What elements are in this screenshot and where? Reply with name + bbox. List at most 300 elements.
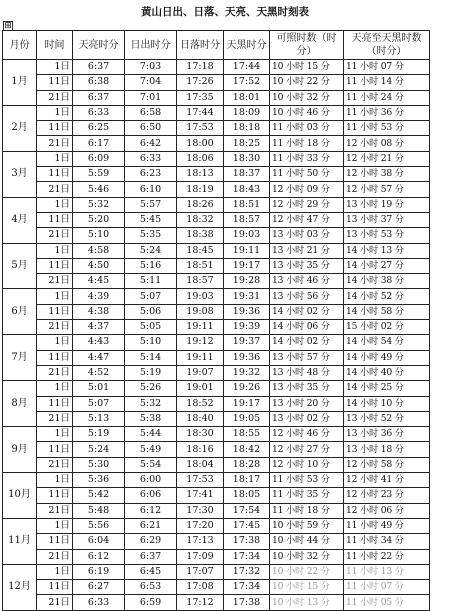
- daylight-duration-cell: 11 小时 18 分: [270, 503, 344, 518]
- dawn-cell: 5:42: [73, 488, 125, 503]
- sunrise-cell: 6:10: [125, 182, 177, 197]
- dawn-cell: 5:46: [73, 182, 125, 197]
- table-row: [3, 121, 430, 136]
- sunrise-cell: 5:38: [125, 411, 177, 426]
- daylight-duration-cell: 11 小时 35 分: [270, 488, 344, 503]
- daylight-duration-cell: 12 小时 29 分: [270, 197, 344, 212]
- day-cell: 21日: [37, 136, 73, 151]
- dawn-to-dusk-duration-cell: 11 小时 14 分: [344, 75, 430, 90]
- dawn-cell: 5:59: [73, 167, 125, 182]
- table-row: [3, 274, 430, 289]
- month-cell: 7月: [3, 335, 37, 381]
- dusk-cell: 17:34: [224, 549, 270, 564]
- dawn-to-dusk-duration-cell: 14 小时 10 分: [344, 396, 430, 411]
- dawn-to-dusk-duration-cell: 12 小时 23 分: [344, 488, 430, 503]
- sunset-cell: 19:08: [177, 304, 224, 319]
- sunrise-cell: 6:12: [125, 503, 177, 518]
- day-cell: 21日: [37, 228, 73, 243]
- daylight-duration-cell: 12 小时 10 分: [270, 457, 344, 472]
- sunrise-cell: 5:44: [125, 427, 177, 442]
- table-row: [3, 365, 430, 380]
- table-row: [3, 151, 430, 166]
- sunset-cell: 17:07: [177, 564, 224, 579]
- sunrise-cell: 6:37: [125, 549, 177, 564]
- dusk-cell: 19:17: [224, 258, 270, 273]
- header-month: 月份: [3, 31, 37, 60]
- dusk-cell: 17:44: [224, 60, 270, 75]
- sunset-cell: 17:35: [177, 90, 224, 105]
- day-cell: 11日: [37, 442, 73, 457]
- sunrise-cell: 5:49: [125, 442, 177, 457]
- dusk-cell: 18:18: [224, 121, 270, 136]
- day-cell: 1日: [37, 473, 73, 488]
- day-cell: 1日: [37, 197, 73, 212]
- dawn-cell: 5:13: [73, 411, 125, 426]
- sunset-cell: 17:53: [177, 121, 224, 136]
- daylight-duration-cell: 13 小时 03 分: [270, 228, 344, 243]
- sunrise-cell: 5:07: [125, 289, 177, 304]
- dawn-cell: 6:27: [73, 580, 125, 595]
- dusk-cell: 19:05: [224, 411, 270, 426]
- day-cell: 21日: [37, 320, 73, 335]
- sunrise-cell: 6:06: [125, 488, 177, 503]
- daylight-duration-cell: 10 小时 22 分: [270, 75, 344, 90]
- dawn-to-dusk-duration-cell: 11 小时 49 分: [344, 518, 430, 533]
- day-cell: 1日: [37, 151, 73, 166]
- dawn-to-dusk-duration-cell: 14 小时 13 分: [344, 243, 430, 258]
- dusk-cell: 18:37: [224, 167, 270, 182]
- dawn-cell: 5:36: [73, 473, 125, 488]
- day-cell: 11日: [37, 580, 73, 595]
- daylight-duration-cell: 14 小时 02 分: [270, 335, 344, 350]
- dawn-cell: 5:10: [73, 228, 125, 243]
- table-header-row: [3, 31, 430, 60]
- dawn-cell: 6:25: [73, 121, 125, 136]
- daylight-duration-cell: 10 小时 22 分: [270, 564, 344, 579]
- sunrise-cell: 5:35: [125, 228, 177, 243]
- dusk-cell: 17:38: [224, 595, 270, 610]
- month-cell: 10月: [3, 473, 37, 519]
- daylight-duration-cell: 13 小时 48 分: [270, 365, 344, 380]
- dawn-cell: 5:32: [73, 197, 125, 212]
- dawn-cell: 6:33: [73, 595, 125, 610]
- dusk-cell: 18:51: [224, 197, 270, 212]
- month-cell: 1月: [3, 60, 37, 106]
- day-cell: 1日: [37, 105, 73, 120]
- dusk-cell: 18:01: [224, 90, 270, 105]
- dusk-cell: 18:55: [224, 427, 270, 442]
- sunset-cell: 19:01: [177, 381, 224, 396]
- daylight-duration-cell: 10 小时 13 分: [270, 595, 344, 610]
- sunrise-cell: 7:03: [125, 60, 177, 75]
- dawn-to-dusk-duration-cell: 14 小时 25 分: [344, 381, 430, 396]
- sunset-cell: 17:53: [177, 473, 224, 488]
- dawn-cell: 4:50: [73, 258, 125, 273]
- table-row: [3, 518, 430, 533]
- sunrise-cell: 6:59: [125, 595, 177, 610]
- dusk-cell: 18:28: [224, 457, 270, 472]
- day-cell: 21日: [37, 503, 73, 518]
- dawn-cell: 5:48: [73, 503, 125, 518]
- dawn-to-dusk-duration-cell: 11 小时 05 分: [344, 595, 430, 610]
- sunrise-cell: 5:26: [125, 381, 177, 396]
- dawn-to-dusk-duration-cell: 13 小时 36 分: [344, 427, 430, 442]
- sunrise-cell: 5:24: [125, 243, 177, 258]
- dusk-cell: 18:17: [224, 473, 270, 488]
- dusk-cell: 18:05: [224, 488, 270, 503]
- table-row: [3, 411, 430, 426]
- dusk-cell: 17:45: [224, 518, 270, 533]
- page-title: 黄山日出、日落、天亮、天黑时刻表: [141, 6, 309, 18]
- day-cell: 21日: [37, 549, 73, 564]
- dusk-cell: 19:26: [224, 381, 270, 396]
- day-cell: 21日: [37, 595, 73, 610]
- table-row: [3, 60, 430, 75]
- dusk-cell: 19:39: [224, 320, 270, 335]
- month-cell: 11月: [3, 518, 37, 564]
- dawn-cell: 4:45: [73, 274, 125, 289]
- table-row: [3, 564, 430, 579]
- dawn-cell: 4:39: [73, 289, 125, 304]
- day-cell: 1日: [37, 60, 73, 75]
- dawn-to-dusk-duration-cell: 12 小时 57 分: [344, 182, 430, 197]
- dawn-to-dusk-duration-cell: 12 小时 08 分: [344, 136, 430, 151]
- dusk-cell: 18:30: [224, 151, 270, 166]
- sunrise-cell: 5:16: [125, 258, 177, 273]
- table-row: [3, 503, 430, 518]
- month-cell: 9月: [3, 427, 37, 473]
- day-cell: 1日: [37, 243, 73, 258]
- sunrise-cell: 5:57: [125, 197, 177, 212]
- dawn-cell: 6:17: [73, 136, 125, 151]
- daylight-duration-cell: 11 小时 03 分: [270, 121, 344, 136]
- sunset-cell: 18:00: [177, 136, 224, 151]
- day-cell: 11日: [37, 167, 73, 182]
- sunrise-cell: 7:01: [125, 90, 177, 105]
- sunrise-cell: 5:54: [125, 457, 177, 472]
- sunset-cell: 17:12: [177, 595, 224, 610]
- sunset-cell: 17:30: [177, 503, 224, 518]
- table-row: [3, 90, 430, 105]
- dawn-to-dusk-duration-cell: 13 小时 52 分: [344, 411, 430, 426]
- daylight-duration-cell: 11 小时 50 分: [270, 167, 344, 182]
- sunrise-cell: 6:58: [125, 105, 177, 120]
- sunset-cell: 18:30: [177, 427, 224, 442]
- dawn-to-dusk-duration-cell: 13 小时 37 分: [344, 212, 430, 227]
- dawn-cell: 6:19: [73, 564, 125, 579]
- daylight-duration-cell: 10 小时 59 分: [270, 518, 344, 533]
- dusk-cell: 18:42: [224, 442, 270, 457]
- dusk-cell: 18:43: [224, 182, 270, 197]
- sunrise-cell: 6:23: [125, 167, 177, 182]
- table-row: [3, 488, 430, 503]
- day-cell: 21日: [37, 365, 73, 380]
- daylight-duration-cell: 12 小时 46 分: [270, 427, 344, 442]
- dawn-cell: 6:09: [73, 151, 125, 166]
- sunrise-cell: 6:29: [125, 534, 177, 549]
- dusk-cell: 19:11: [224, 243, 270, 258]
- dawn-cell: 5:07: [73, 396, 125, 411]
- daylight-duration-cell: 10 小时 15 分: [270, 580, 344, 595]
- daylight-duration-cell: 12 小时 27 分: [270, 442, 344, 457]
- day-cell: 21日: [37, 457, 73, 472]
- dusk-cell: 17:32: [224, 564, 270, 579]
- dawn-cell: 4:52: [73, 365, 125, 380]
- dawn-to-dusk-duration-cell: 12 小时 06 分: [344, 503, 430, 518]
- dawn-to-dusk-duration-cell: 11 小时 22 分: [344, 549, 430, 564]
- dawn-cell: 4:47: [73, 350, 125, 365]
- day-cell: 1日: [37, 427, 73, 442]
- day-cell: 21日: [37, 90, 73, 105]
- table-row: [3, 335, 430, 350]
- dawn-cell: 5:19: [73, 427, 125, 442]
- table-row: [3, 427, 430, 442]
- dawn-to-dusk-duration-cell: 14 小时 54 分: [344, 335, 430, 350]
- dusk-cell: 17:34: [224, 580, 270, 595]
- sunset-cell: 17:26: [177, 75, 224, 90]
- sunset-cell: 19:11: [177, 320, 224, 335]
- daylight-duration-cell: 12 小时 09 分: [270, 182, 344, 197]
- sunrise-cell: 5:14: [125, 350, 177, 365]
- header-daylight-hours: 可照时数（时分）: [270, 31, 344, 60]
- sunset-cell: 19:07: [177, 365, 224, 380]
- expand-table-icon[interactable]: ⊞: [4, 21, 12, 31]
- sunset-cell: 18:45: [177, 243, 224, 258]
- dusk-cell: 17:38: [224, 534, 270, 549]
- sunrise-cell: 5:19: [125, 365, 177, 380]
- sun-times-table: [2, 30, 430, 611]
- table-row: [3, 105, 430, 120]
- dawn-cell: 4:58: [73, 243, 125, 258]
- dawn-to-dusk-duration-cell: 13 小时 18 分: [344, 442, 430, 457]
- table-row: [3, 473, 430, 488]
- table-row: [3, 228, 430, 243]
- dawn-to-dusk-duration-cell: 13 小时 53 分: [344, 228, 430, 243]
- day-cell: 1日: [37, 564, 73, 579]
- sunset-cell: 19:11: [177, 350, 224, 365]
- sunset-cell: 18:19: [177, 182, 224, 197]
- table-row: [3, 197, 430, 212]
- dawn-cell: 6:33: [73, 105, 125, 120]
- day-cell: 21日: [37, 182, 73, 197]
- sunset-cell: 18:57: [177, 274, 224, 289]
- daylight-duration-cell: 14 小时 06 分: [270, 320, 344, 335]
- table-row: [3, 75, 430, 90]
- dawn-cell: 6:04: [73, 534, 125, 549]
- dusk-cell: 17:54: [224, 503, 270, 518]
- dawn-to-dusk-duration-cell: 11 小时 34 分: [344, 534, 430, 549]
- table-row: [3, 212, 430, 227]
- sunset-cell: 17:18: [177, 60, 224, 75]
- sunrise-cell: 6:21: [125, 518, 177, 533]
- dawn-cell: 4:37: [73, 320, 125, 335]
- sunset-cell: 17:08: [177, 580, 224, 595]
- dawn-cell: 5:56: [73, 518, 125, 533]
- daylight-duration-cell: 10 小时 46 分: [270, 105, 344, 120]
- dusk-cell: 19:36: [224, 304, 270, 319]
- day-cell: 11日: [37, 396, 73, 411]
- daylight-duration-cell: 12 小时 47 分: [270, 212, 344, 227]
- table-row: [3, 289, 430, 304]
- dawn-cell: 5:30: [73, 457, 125, 472]
- dawn-to-dusk-duration-cell: 13 小时 19 分: [344, 197, 430, 212]
- table-row: [3, 136, 430, 151]
- day-cell: 11日: [37, 75, 73, 90]
- dawn-to-dusk-duration-cell: 11 小时 07 分: [344, 60, 430, 75]
- sunrise-cell: 6:45: [125, 564, 177, 579]
- daylight-duration-cell: 11 小时 18 分: [270, 136, 344, 151]
- day-cell: 11日: [37, 488, 73, 503]
- sunrise-cell: 5:06: [125, 304, 177, 319]
- header-dawn: 天亮时分: [73, 31, 125, 60]
- sunrise-cell: 5:05: [125, 320, 177, 335]
- dusk-cell: 19:36: [224, 350, 270, 365]
- day-cell: 1日: [37, 289, 73, 304]
- table-row: [3, 304, 430, 319]
- month-cell: 3月: [3, 151, 37, 197]
- sunset-cell: 18:16: [177, 442, 224, 457]
- sunrise-cell: 6:53: [125, 580, 177, 595]
- table-row: [3, 243, 430, 258]
- dawn-cell: 6:12: [73, 549, 125, 564]
- day-cell: 11日: [37, 121, 73, 136]
- day-cell: 21日: [37, 274, 73, 289]
- daylight-duration-cell: 11 小时 53 分: [270, 473, 344, 488]
- daylight-duration-cell: 10 小时 15 分: [270, 60, 344, 75]
- daylight-duration-cell: 13 小时 56 分: [270, 289, 344, 304]
- day-cell: 21日: [37, 411, 73, 426]
- dusk-cell: 19:37: [224, 335, 270, 350]
- sunrise-cell: 6:33: [125, 151, 177, 166]
- dusk-cell: 19:31: [224, 289, 270, 304]
- daylight-duration-cell: 14 小时 02 分: [270, 304, 344, 319]
- dawn-to-dusk-duration-cell: 11 小时 13 分: [344, 564, 430, 579]
- table-row: [3, 258, 430, 273]
- sunset-cell: 17:20: [177, 518, 224, 533]
- dawn-to-dusk-duration-cell: 11 小时 36 分: [344, 105, 430, 120]
- month-cell: 12月: [3, 564, 37, 610]
- header-dawn-to-dusk-hours: 天亮至天黑时数（时分）: [344, 31, 430, 60]
- dusk-cell: 17:52: [224, 75, 270, 90]
- month-cell: 5月: [3, 243, 37, 289]
- daylight-duration-cell: 13 小时 35 分: [270, 258, 344, 273]
- table-row: [3, 396, 430, 411]
- day-cell: 11日: [37, 534, 73, 549]
- dawn-cell: 6:37: [73, 90, 125, 105]
- daylight-duration-cell: 10 小时 44 分: [270, 534, 344, 549]
- dawn-to-dusk-duration-cell: 14 小时 27 分: [344, 258, 430, 273]
- dusk-cell: 18:09: [224, 105, 270, 120]
- daylight-duration-cell: 11 小时 33 分: [270, 151, 344, 166]
- sunset-cell: 17:44: [177, 105, 224, 120]
- table-row: [3, 182, 430, 197]
- day-cell: 1日: [37, 518, 73, 533]
- month-cell: 4月: [3, 197, 37, 243]
- sunset-cell: 18:06: [177, 151, 224, 166]
- dawn-cell: 5:01: [73, 381, 125, 396]
- daylight-duration-cell: 10 小时 32 分: [270, 90, 344, 105]
- daylight-duration-cell: 10 小时 32 分: [270, 549, 344, 564]
- table-body: [3, 60, 430, 611]
- header-sunrise: 日出时分: [125, 31, 177, 60]
- month-cell: 2月: [3, 105, 37, 151]
- day-cell: 11日: [37, 258, 73, 273]
- sunrise-cell: 5:45: [125, 212, 177, 227]
- sunrise-cell: 6:42: [125, 136, 177, 151]
- table-row: [3, 595, 430, 610]
- daylight-duration-cell: 13 小时 35 分: [270, 381, 344, 396]
- dawn-to-dusk-duration-cell: 12 小时 58 分: [344, 457, 430, 472]
- sunset-cell: 18:13: [177, 167, 224, 182]
- header-sunset: 日落时分: [177, 31, 224, 60]
- dawn-to-dusk-duration-cell: 15 小时 02 分: [344, 320, 430, 335]
- sunset-cell: 18:04: [177, 457, 224, 472]
- sunrise-cell: 5:11: [125, 274, 177, 289]
- sunset-cell: 19:12: [177, 335, 224, 350]
- month-cell: 6月: [3, 289, 37, 335]
- dawn-to-dusk-duration-cell: 11 小时 07 分: [344, 580, 430, 595]
- dawn-to-dusk-duration-cell: 14 小时 49 分: [344, 350, 430, 365]
- table-row: [3, 167, 430, 182]
- dusk-cell: 18:57: [224, 212, 270, 227]
- sunset-cell: 18:38: [177, 228, 224, 243]
- daylight-duration-cell: 13 小时 20 分: [270, 396, 344, 411]
- header-dusk: 天黑时分: [224, 31, 270, 60]
- day-cell: 11日: [37, 350, 73, 365]
- dawn-to-dusk-duration-cell: 12 小时 38 分: [344, 167, 430, 182]
- sunset-cell: 19:03: [177, 289, 224, 304]
- table-row: [3, 549, 430, 564]
- table-row: [3, 442, 430, 457]
- dusk-cell: 19:03: [224, 228, 270, 243]
- sunset-cell: 18:40: [177, 411, 224, 426]
- daylight-duration-cell: 13 小时 02 分: [270, 411, 344, 426]
- dawn-cell: 5:24: [73, 442, 125, 457]
- dusk-cell: 19:32: [224, 365, 270, 380]
- sunrise-cell: 7:04: [125, 75, 177, 90]
- sunset-cell: 17:09: [177, 549, 224, 564]
- dawn-to-dusk-duration-cell: 14 小时 40 分: [344, 365, 430, 380]
- dawn-to-dusk-duration-cell: 14 小时 58 分: [344, 304, 430, 319]
- day-cell: 1日: [37, 335, 73, 350]
- dusk-cell: 19:28: [224, 274, 270, 289]
- day-cell: 11日: [37, 212, 73, 227]
- table-row: [3, 350, 430, 365]
- sunset-cell: 18:52: [177, 396, 224, 411]
- sunset-cell: 17:41: [177, 488, 224, 503]
- header-day: 时间: [37, 31, 73, 60]
- table-row: [3, 457, 430, 472]
- table-row: [3, 381, 430, 396]
- daylight-duration-cell: 13 小时 57 分: [270, 350, 344, 365]
- dawn-to-dusk-duration-cell: 11 小时 53 分: [344, 121, 430, 136]
- sunset-cell: 17:13: [177, 534, 224, 549]
- daylight-duration-cell: 13 小时 21 分: [270, 243, 344, 258]
- dusk-cell: 19:17: [224, 396, 270, 411]
- dawn-cell: 5:20: [73, 212, 125, 227]
- dawn-to-dusk-duration-cell: 14 小时 38 分: [344, 274, 430, 289]
- dawn-cell: 6:38: [73, 75, 125, 90]
- dawn-cell: 4:38: [73, 304, 125, 319]
- dawn-to-dusk-duration-cell: 12 小时 41 分: [344, 473, 430, 488]
- table-row: [3, 580, 430, 595]
- sunset-cell: 18:51: [177, 258, 224, 273]
- sunrise-cell: 5:10: [125, 335, 177, 350]
- dawn-to-dusk-duration-cell: 14 小时 52 分: [344, 289, 430, 304]
- day-cell: 11日: [37, 304, 73, 319]
- daylight-duration-cell: 13 小时 46 分: [270, 274, 344, 289]
- month-cell: 8月: [3, 381, 37, 427]
